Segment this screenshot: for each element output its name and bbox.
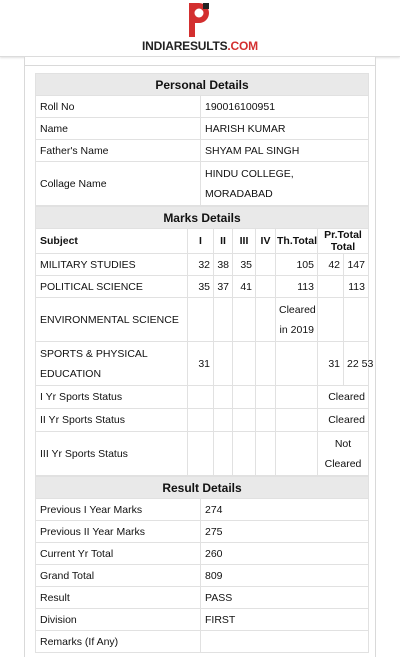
row-label: Name [36,118,201,140]
subject-cell: POLITICAL SCIENCE [36,276,188,298]
row-value: FIRST [201,609,369,631]
row-value: 274 [201,499,369,521]
marks-details-table [35,206,374,476]
mark-cell [188,298,214,342]
mark-cell [318,276,344,298]
status-cell: Cleared [318,409,369,432]
logo-text[interactable]: INDIARESULTS.COM [142,39,258,53]
column-header-label: Total [330,241,356,253]
result-details-table [35,476,369,653]
row-value: 809 [201,565,369,587]
column-header: Th.Total [276,229,318,254]
mark-cell: 41 [233,276,256,298]
mark-cell [256,276,276,298]
mark-cell [256,298,276,342]
row-value: 260 [201,543,369,565]
row-label: Division [36,609,201,631]
table-row [36,298,369,342]
row-value: PASS [201,587,369,609]
result-sheet [24,57,376,657]
logo-icon[interactable] [187,1,213,37]
mark-cell: 105 [276,254,318,276]
row-value [201,162,369,206]
mark-value: 22 [347,357,359,370]
table-row [36,499,369,521]
section-title: Result Details [36,477,369,499]
row-value: HARISH KUMAR [201,118,369,140]
table-row [36,521,369,543]
subject-cell [36,342,188,386]
status-cell [276,298,318,342]
mark-cell [214,342,233,386]
mark-cell: 31 [188,342,214,386]
mark-cell [256,254,276,276]
table-row [36,609,369,631]
mark-cell [214,298,233,342]
table-row [36,96,369,118]
mark-cell: 35 [233,254,256,276]
table-row [36,543,369,565]
row-value [201,631,369,653]
column-header: Subject [36,229,188,254]
table-header-row [36,229,369,254]
row-label: Father's Name [36,140,201,162]
row-label: Current Yr Total [36,543,201,565]
value-line: HINDU COLLEGE, [205,167,294,180]
table-row [36,276,369,298]
mark-cell: 38 [214,254,233,276]
subject-line: SPORTS & PHYSICAL [40,347,148,360]
site-header [0,0,400,57]
mark-cell: 32 [188,254,214,276]
subject-line: EDUCATION [40,367,102,380]
divider [25,65,375,66]
menu-icon[interactable] [24,0,38,4]
mark-cell: 31 [318,342,344,386]
table-row [36,118,369,140]
section-title: Personal Details [36,74,369,96]
mark-cell [344,298,369,342]
mark-cell: 147 [344,254,369,276]
table-row [36,409,369,432]
mark-value: 53 [361,357,374,370]
status-line: Cleared [279,303,316,316]
personal-details-table [35,73,369,206]
table-row [36,162,369,206]
status-cell [318,432,369,476]
column-header: II [214,229,233,254]
column-header-label: Pr.Total [324,229,362,241]
column-header [318,229,369,254]
subject-cell: MILITARY STUDIES [36,254,188,276]
mark-cell [233,342,256,386]
row-value: 275 [201,521,369,543]
column-header: IV [256,229,276,254]
status-line: Not [334,437,352,450]
row-value: SHYAM PAL SINGH [201,140,369,162]
row-label: Previous II Year Marks [36,521,201,543]
mark-cell: 37 [214,276,233,298]
row-label: Grand Total [36,565,201,587]
row-label: Remarks (If Any) [36,631,201,653]
table-row [36,342,369,386]
row-label: Previous I Year Marks [36,499,201,521]
value-line: MORADABAD [205,187,273,200]
status-line: in 2019 [279,323,314,336]
mark-cell [318,298,344,342]
column-header: I [188,229,214,254]
mark-cell: 113 [276,276,318,298]
row-label: Result [36,587,201,609]
mark-cell: 113 [344,276,369,298]
mark-cell [233,298,256,342]
subject-cell: ENVIRONMENTAL SCIENCE [36,298,188,342]
table-row [36,587,369,609]
table-row [36,631,369,653]
mark-cell [344,342,374,386]
subject-cell: I Yr Sports Status [36,386,188,409]
mark-cell [276,342,318,386]
section-title: Marks Details [36,207,369,229]
mark-cell [256,342,276,386]
mark-cell: 35 [188,276,214,298]
status-cell: Cleared [318,386,369,409]
table-row [36,565,369,587]
row-value: 190016100951 [201,96,369,118]
row-label: Collage Name [36,162,201,206]
status-line: Cleared [324,457,362,470]
mark-cell: 42 [318,254,344,276]
subject-cell: III Yr Sports Status [36,432,188,476]
table-row [36,432,369,476]
table-row [36,254,369,276]
column-header: III [233,229,256,254]
table-row [36,140,369,162]
table-row [36,386,369,409]
row-label: Roll No [36,96,201,118]
subject-cell: II Yr Sports Status [36,409,188,432]
